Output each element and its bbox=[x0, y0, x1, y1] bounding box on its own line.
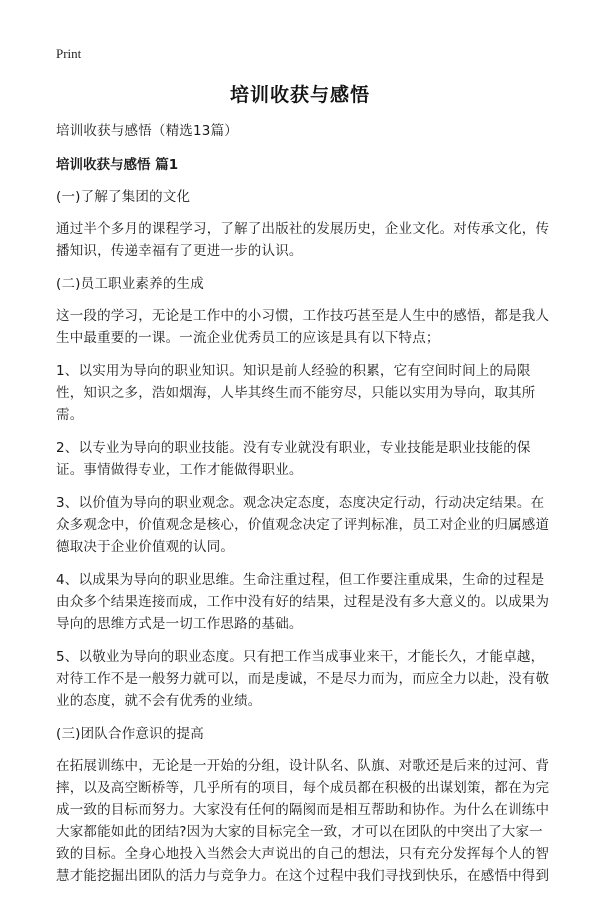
subsection-heading: (三)团队合作意识的提高 bbox=[56, 726, 204, 742]
paragraph: 1、以实用为导向的职业知识。知识是前人经验的积累，它有空间时间上的局限性，知识之多，浩如烟海，人毕其终生而不能穷尽，只能以实用为导向，取其所需。 bbox=[56, 363, 536, 423]
paragraph: 这一段的学习，无论是工作中的小习惯，工作技巧甚至是人生中的感悟，都是我人生中最重要的一课。一流企业优秀员工的应该是具有以下特点； bbox=[56, 308, 550, 346]
paragraph: 4、以成果为导向的职业思维。生命注重过程，但工作要注重成果，生命的过程是由众多个结果连接而成，工作中没有好的结果，过程是没有多大意义的。以成果为导向的思维方式是一切工作思路的基础。 bbox=[56, 572, 550, 632]
subsection-heading: (一)了解了集团的文化 bbox=[56, 189, 191, 205]
content-blocks bbox=[56, 186, 556, 887]
subsection-heading: (二)员工职业素养的生成 bbox=[56, 276, 204, 292]
print-label: Print bbox=[56, 46, 82, 61]
paragraph: 在拓展训练中，无论是一开始的分组，设计队名、队旗、对歌还是后来的过河、背摔，以及高空断桥等，几乎所有的项目，每个成员都在积极的出谋划策，都在为完成一致的目标而努力。大家没有任何的隔阂而是相互帮助和协作。为什么在训练中大家都能如此的团结?因为大家的目标完全一致，才可以在团队的中突出了大家一致的目标。全身心地投入当然会大声说出的自己的想法，只有充分发挥每个人的智慧才能挖掘出团队的活力与竞争力。在这个过程中我们寻找到快乐，在感悟中得到 bbox=[56, 758, 550, 884]
section-heading: 培训收获与感悟 篇1 bbox=[56, 157, 179, 173]
document-subtitle: 培训收获与感悟（精选13篇） bbox=[56, 123, 238, 139]
document-body bbox=[56, 120, 556, 898]
document-title: 培训收获与感悟 bbox=[229, 84, 370, 106]
paragraph: 3、以价值为导向的职业观念。观念决定态度，态度决定行动，行动决定结果。在众多观念中，价值观念是核心，价值观念决定了评判标准，员工对企业的归属感道德取决于企业价值观的认同。 bbox=[56, 495, 550, 555]
paragraph: 5、以敬业为导向的职业态度。只有把工作当成事业来干，才能长久，才能卓越，对待工作不是一般努力就可以，而是虔诚，不是尽力而为，而应全力以赴，没有敬业的态度，就不会有优秀的业绩。 bbox=[56, 649, 550, 709]
paragraph: 通过半个多月的课程学习，了解了出版社的发展历史，企业文化。对传承文化，传播知识，传递幸福有了更进一步的认识。 bbox=[56, 221, 550, 259]
paragraph: 2、以专业为导向的职业技能。没有专业就没有职业，专业技能是职业技能的保证。事情做得专业，工作才能做得职业。 bbox=[56, 440, 531, 478]
